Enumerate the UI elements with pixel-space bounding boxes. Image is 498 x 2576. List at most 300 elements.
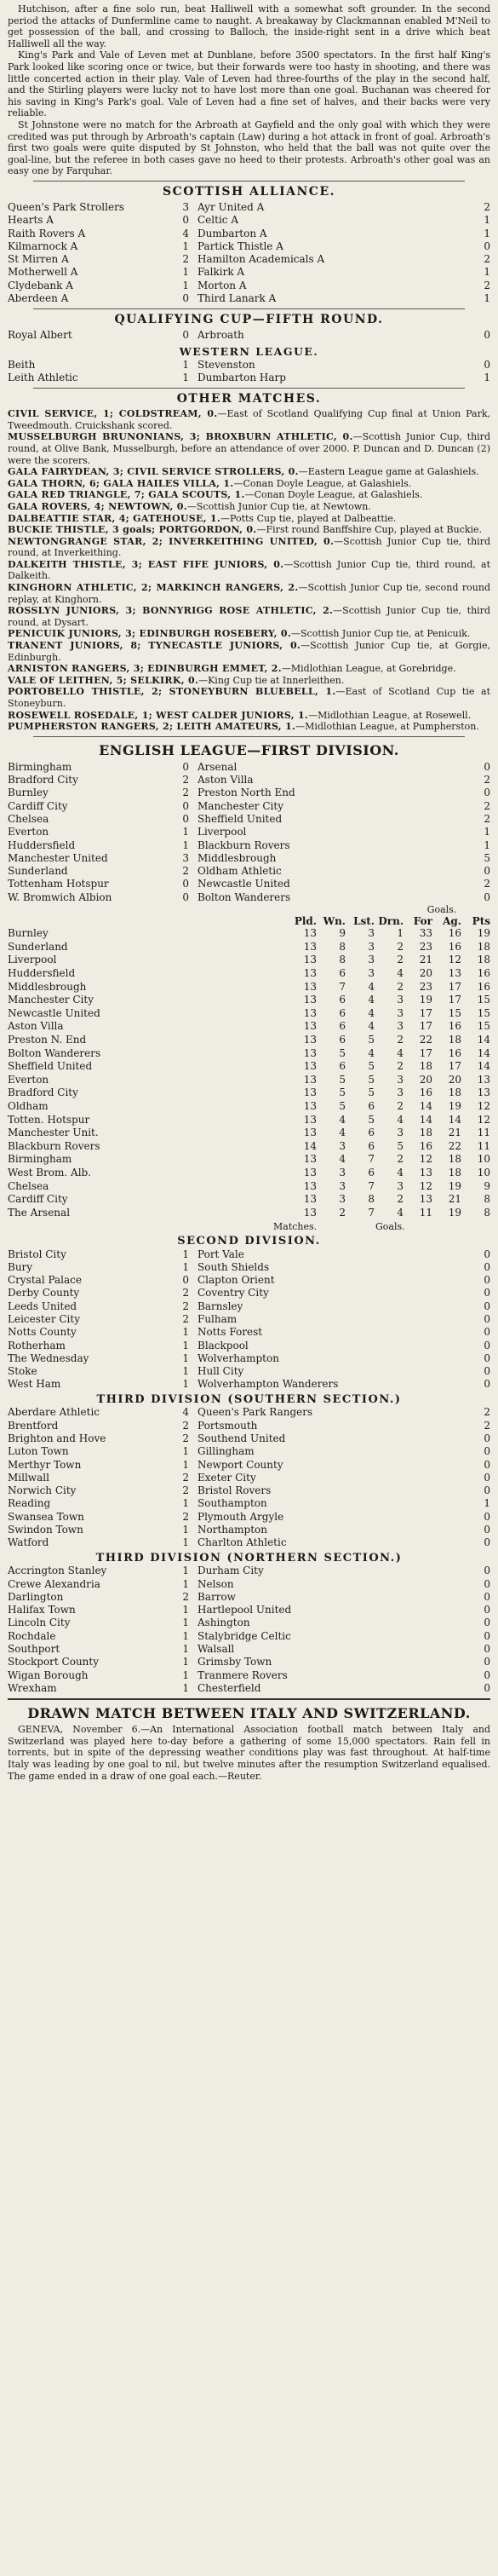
home-score: 1 [182, 1643, 189, 1655]
home-team: Bristol City [8, 1248, 66, 1260]
away-score: 1 [484, 214, 490, 227]
stat-cell: 10 [477, 1153, 490, 1166]
stat-cell: 3 [397, 1073, 404, 1086]
home-team: W. Bromwich Albion [8, 890, 112, 903]
home-score: 1 [182, 279, 189, 291]
intro-paragraph-2: King's Park and Vale of Leven met at Dunblane, before 3500 spectators. In the first half King's Park looked like scoring once or twice, but their forwards were too hasty in shooting, and there was little concerted action in their play. Vale of Leven had three-fourths of the play in the second half, and the Stirling players were lucky not to have lost more than one goal. Buchanan was cheered for his saving in King's Park's goal. Vale of Leven had a fine set of halves, and their backs were very reliable. [8, 49, 490, 119]
home-team: Derby County [8, 1287, 80, 1300]
away-score: 0 [484, 1378, 490, 1391]
intro-paragraph-1: Hutchison, after a fine solo run, beat Halliwell with a somewhat soft grounder. In the second period the attacks of Dunfermline came to naught. A breakaway by Clackmannan enabled M'Neil to get possession of the ball, and crossing to Balloch, the inside-right sent in a drive which beat Halliwell all the way. [8, 3, 490, 49]
result-row [8, 1406, 490, 1419]
home-score: 1 [182, 1577, 189, 1590]
match-report-text: —Midlothian League, at Rosewell. [308, 709, 472, 721]
away-score: 0 [484, 787, 490, 799]
result-row [8, 761, 490, 774]
stat-cell: 2 [397, 940, 404, 953]
result-row [8, 1326, 490, 1339]
away-team: Bolton Wanderers [197, 890, 291, 903]
home-score: 2 [182, 1419, 189, 1432]
stat-cell: 6 [339, 1006, 346, 1019]
match-report-text: —Scottish Junior Cup tie, third round, at Dalkeith. [8, 558, 490, 582]
home-team: Merthyr Town [8, 1458, 82, 1471]
match-report-text: —Conan Doyle League, at Galashiels. [233, 477, 412, 489]
stat-cell: 12 [448, 954, 461, 966]
table-row [8, 1007, 490, 1021]
away-team: Grimsby Town [197, 1656, 272, 1668]
team-name: Huddersfield [8, 967, 76, 980]
match-report-text: —East of Scotland Cup tie at Stoneyburn. [8, 686, 490, 710]
table-row [8, 1193, 490, 1207]
stat-cell: 18 [448, 1086, 461, 1099]
away-team: Manchester City [197, 799, 283, 812]
table-row [8, 1207, 490, 1220]
stat-cell: 18 [448, 1153, 461, 1166]
stat-cell: 16 [448, 927, 461, 940]
home-score: 0 [182, 329, 189, 342]
away-score: 0 [484, 239, 490, 252]
away-score: 2 [484, 878, 490, 890]
home-score: 2 [182, 1287, 189, 1300]
away-team: Aston Villa [197, 774, 254, 787]
stat-cell: 4 [397, 1206, 404, 1219]
stat-cell: 16 [448, 940, 461, 953]
match-report-headline: ROSSLYN JUNIORS, 3; BONNYRIGG ROSE ATHLETIC, 2. [8, 605, 334, 617]
stat-cell: 16 [477, 980, 490, 993]
stat-cell: 5 [368, 1113, 375, 1126]
away-team: Hull City [197, 1365, 244, 1378]
home-team: Notts County [8, 1326, 77, 1339]
column-header: Wn. [323, 914, 346, 927]
home-score: 0 [182, 291, 189, 304]
stat-cell: 3 [397, 1006, 404, 1019]
stat-cell: 13 [303, 1153, 317, 1166]
away-score: 0 [484, 1577, 490, 1590]
match-report-text: —Scottish Junior Cup tie, at Penicuik. [291, 628, 471, 640]
other-matches-list [8, 408, 490, 733]
result-row [8, 1484, 490, 1497]
stat-cell: 17 [448, 1060, 461, 1073]
home-score: 3 [182, 200, 189, 213]
stat-cell: 21 [448, 1193, 461, 1206]
match-report-text: —Eastern League game at Galashiels. [298, 466, 479, 478]
result-row [8, 1669, 490, 1682]
match-report-text: —Midlothian League, at Pumpherston. [295, 721, 479, 733]
stat-cell: 5 [339, 1073, 346, 1086]
southern-results [8, 1406, 490, 1549]
result-row [8, 228, 490, 240]
away-score: 0 [484, 1432, 490, 1444]
qualifying-results [8, 329, 490, 342]
stat-cell: 13 [303, 1099, 317, 1112]
stat-cell: 13 [303, 1034, 317, 1046]
stat-cell: 11 [419, 1206, 432, 1219]
away-team: Gillingham [197, 1445, 255, 1458]
stat-cell: 12 [477, 1099, 490, 1112]
match-report-headline: GALA THORN, 6; GALA HAILES VILLA, 1. [8, 477, 234, 489]
home-score: 0 [182, 890, 189, 903]
stat-cell: 6 [368, 1127, 375, 1139]
home-team: Royal Albert [8, 329, 72, 342]
stat-cell: 3 [368, 954, 375, 966]
away-team: Southend United [197, 1432, 286, 1444]
home-team: Raith Rovers A [8, 227, 86, 239]
away-score: 1 [484, 826, 490, 838]
home-team: Leith Athletic [8, 371, 78, 383]
away-team: Hartlepool United [197, 1604, 292, 1616]
team-name: Bolton Wanderers [8, 1046, 101, 1059]
stat-cell: 4 [397, 1046, 404, 1059]
away-score: 0 [484, 1458, 490, 1471]
home-score: 2 [182, 865, 189, 878]
away-team: Sheffield United [197, 812, 283, 825]
home-team: Stockport County [8, 1656, 100, 1668]
away-score: 2 [484, 812, 490, 825]
stat-cell: 3 [397, 1086, 404, 1099]
away-team: Barnsley [197, 1300, 243, 1312]
match-report [8, 640, 490, 663]
home-score: 2 [182, 1484, 189, 1497]
match-report-headline: DALKEITH THISTLE, 3; EAST FIFE JUNIORS, 0. [8, 558, 284, 570]
table-row [8, 954, 490, 967]
result-row [8, 1604, 490, 1616]
match-report-headline: TRANENT JUNIORS, 8; TYNECASTLE JUNIORS, 0. [8, 640, 301, 652]
result-row [8, 292, 490, 305]
match-report-headline: CIVIL SERVICE, 1; COLDSTREAM, 0. [8, 408, 218, 420]
stat-cell: 23 [419, 940, 432, 953]
team-name: The Arsenal [8, 1206, 71, 1219]
match-report-text: —Midlothian League, at Gorebridge. [281, 663, 456, 675]
stat-cell: 6 [339, 1034, 346, 1046]
team-name: Chelsea [8, 1179, 49, 1192]
match-report [8, 559, 490, 582]
home-score: 1 [182, 826, 189, 838]
result-row [8, 1365, 490, 1378]
home-team: Manchester United [8, 851, 108, 864]
stat-cell: 15 [477, 994, 490, 1006]
stat-cell: 22 [448, 1139, 461, 1152]
table-row [8, 1074, 490, 1087]
home-score: 2 [182, 787, 189, 799]
home-score: 1 [182, 1656, 189, 1668]
away-team: Ayr United A [197, 200, 265, 213]
team-name: Cardiff City [8, 1193, 68, 1206]
home-score: 2 [182, 253, 189, 266]
away-score: 0 [484, 1565, 490, 1577]
home-score: 1 [182, 1629, 189, 1642]
stat-cell: 3 [368, 927, 375, 940]
away-score: 1 [484, 266, 490, 279]
team-name: West Brom. Alb. [8, 1166, 92, 1179]
stat-cell: 2 [397, 1193, 404, 1206]
result-row [8, 1432, 490, 1445]
italy-heading: DRAWN MATCH BETWEEN ITALY AND SWITZERLAND. [27, 1705, 471, 1722]
home-team: The Wednesday [8, 1351, 89, 1364]
home-team: Beith [8, 358, 36, 371]
away-team: Dumbarton Harp [197, 371, 286, 383]
stat-cell: 23 [419, 980, 432, 993]
divider [33, 181, 465, 182]
away-team: Southampton [197, 1497, 267, 1510]
team-name: Blackburn Rovers [8, 1139, 100, 1152]
home-score: 1 [182, 1248, 189, 1260]
result-row [8, 359, 490, 372]
away-team: Arsenal [197, 760, 238, 773]
result-row [8, 1656, 490, 1668]
match-report [8, 478, 490, 490]
match-report [8, 431, 490, 466]
match-report-text: —Scottish Junior Cup tie, third round, at Dysart. [8, 605, 490, 628]
home-team: Accrington Stanley [8, 1565, 107, 1577]
table-row [8, 1100, 490, 1114]
stat-cell: 13 [303, 980, 317, 993]
match-report-text: —East of Scotland Qualifying Cup final at Union Park, Tweedmouth. Cruickshank scored. [8, 408, 490, 431]
away-score: 2 [484, 799, 490, 812]
away-score: 0 [484, 760, 490, 773]
divider [33, 308, 465, 309]
home-team: Clydebank A [8, 279, 73, 291]
stat-cell: 21 [419, 954, 432, 966]
home-team: Swansea Town [8, 1510, 84, 1523]
result-row [8, 1445, 490, 1458]
divider [33, 736, 465, 737]
league-table [8, 916, 490, 1220]
match-report-headline: DALBEATTIE STAR, 4; GATEHOUSE, 1. [8, 512, 221, 524]
away-score: 0 [484, 890, 490, 903]
stat-cell: 8 [484, 1206, 490, 1219]
stat-cell: 12 [477, 1113, 490, 1126]
second-division-heading: SECOND DIVISION. [177, 1234, 321, 1248]
result-row [8, 1524, 490, 1536]
stat-cell: 7 [339, 980, 346, 993]
goals-header [8, 904, 490, 916]
away-score: 1 [484, 371, 490, 383]
home-score: 1 [182, 371, 189, 383]
stat-cell: 17 [448, 994, 461, 1006]
stat-cell: 3 [368, 967, 375, 980]
team-name: Totten. Hotspur [8, 1113, 90, 1126]
stat-cell: 10 [477, 1166, 490, 1179]
away-score: 1 [484, 227, 490, 239]
home-team: Chelsea [8, 812, 49, 825]
stat-cell: 16 [477, 967, 490, 980]
stat-cell: 5 [368, 1034, 375, 1046]
stat-cell: 6 [368, 1139, 375, 1152]
home-team: Cardiff City [8, 799, 68, 812]
team-name: Sunderland [8, 940, 68, 953]
home-score: 1 [182, 1681, 189, 1694]
away-score: 0 [484, 1536, 490, 1549]
away-team: Charlton Athletic [197, 1536, 287, 1549]
stat-cell: 3 [339, 1193, 346, 1206]
stat-cell: 14 [419, 1113, 432, 1126]
home-team: Aberdare Athletic [8, 1406, 100, 1419]
team-name: Liverpool [8, 954, 57, 966]
result-row [8, 1578, 490, 1591]
away-score: 0 [484, 1312, 490, 1325]
match-report [8, 536, 490, 559]
away-team: Ashington [197, 1616, 250, 1629]
table-row [8, 967, 490, 981]
away-team: Stevenston [197, 358, 255, 371]
away-team: Coventry City [197, 1287, 269, 1300]
home-score: 2 [182, 1432, 189, 1444]
column-header: Pts [472, 914, 490, 927]
result-row [8, 201, 490, 214]
result-row [8, 214, 490, 227]
stat-cell: 12 [419, 1179, 432, 1192]
stat-cell: 3 [339, 1139, 346, 1152]
home-team: Millwall [8, 1471, 49, 1484]
stat-cell: 6 [368, 1166, 375, 1179]
away-score: 0 [484, 1445, 490, 1458]
home-team: Leeds United [8, 1300, 77, 1312]
match-report-headline: PUMPHERSTON RANGERS, 2; LEITH AMATEURS, 1. [8, 721, 296, 733]
away-score: 0 [484, 1668, 490, 1681]
stat-cell: 15 [477, 1020, 490, 1033]
stat-cell: 14 [477, 1060, 490, 1073]
match-report [8, 628, 490, 640]
away-team: Celtic A [197, 214, 238, 227]
away-score: 0 [484, 1681, 490, 1694]
home-score: 1 [182, 1604, 189, 1616]
away-team: Third Lanark A [197, 291, 277, 304]
away-score: 0 [484, 329, 490, 342]
home-score: 0 [182, 760, 189, 773]
match-report-headline: ARNISTON RANGERS, 3; EDINBURGH EMMET, 2. [8, 663, 282, 675]
away-team: Wolverhampton [197, 1351, 279, 1364]
stat-cell: 9 [484, 1179, 490, 1192]
stat-cell: 20 [448, 1073, 461, 1086]
home-score: 2 [182, 1300, 189, 1312]
southern-heading: THIRD DIVISION (SOUTHERN SECTION.) [96, 1392, 402, 1406]
away-score: 0 [484, 1300, 490, 1312]
match-report-text: —Scottish Junior Cup tie, at Gorgie, Edinburgh. [8, 640, 490, 663]
team-column-header [8, 916, 288, 928]
away-score: 0 [484, 1590, 490, 1603]
stat-cell: 17 [419, 1006, 432, 1019]
team-name: Bradford City [8, 1086, 78, 1099]
result-row [8, 1616, 490, 1629]
away-team: Stalybridge Celtic [197, 1629, 291, 1642]
stat-cell: 14 [477, 1046, 490, 1059]
stat-cell: 5 [339, 1046, 346, 1059]
home-score: 1 [182, 838, 189, 851]
match-report [8, 466, 490, 478]
result-row [8, 1565, 490, 1577]
stat-cell: 15 [448, 1006, 461, 1019]
stat-cell: 14 [419, 1099, 432, 1112]
away-team: Nelson [197, 1577, 234, 1590]
stat-cell: 13 [303, 1006, 317, 1019]
away-team: Fulham [197, 1312, 238, 1325]
stat-cell: 19 [419, 994, 432, 1006]
home-team: Crystal Palace [8, 1274, 82, 1287]
result-row [8, 1261, 490, 1274]
home-score: 1 [182, 1260, 189, 1273]
result-row [8, 1682, 490, 1695]
stat-cell: 2 [339, 1206, 346, 1219]
match-report-text: —Conan Doyle League, at Galashiels. [244, 489, 423, 501]
result-row [8, 253, 490, 266]
stat-cell: 13 [303, 1166, 317, 1179]
stat-cell: 13 [419, 1166, 432, 1179]
stat-cell: 13 [303, 1020, 317, 1033]
stat-cell: 21 [448, 1127, 461, 1139]
stat-cell: 4 [339, 1127, 346, 1139]
stat-cell: 13 [303, 967, 317, 980]
match-report [8, 710, 490, 722]
table-row [8, 1180, 490, 1194]
away-team: Newcastle United [197, 878, 290, 890]
stat-cell: 5 [339, 1086, 346, 1099]
result-row [8, 1472, 490, 1484]
stat-cell: 2 [397, 980, 404, 993]
stat-cell: 18 [477, 940, 490, 953]
table-row [8, 1034, 490, 1047]
stat-cell: 5 [397, 1139, 404, 1152]
away-team: South Shields [197, 1260, 270, 1273]
stat-cell: 17 [419, 1046, 432, 1059]
home-score: 2 [182, 1471, 189, 1484]
home-team: Bradford City [8, 774, 78, 787]
stat-cell: 4 [339, 1113, 346, 1126]
home-team: West Ham [8, 1378, 61, 1391]
away-team: Plymouth Argyle [197, 1510, 284, 1523]
result-row [8, 279, 490, 292]
result-row [8, 1420, 490, 1432]
column-header: Drn. [378, 914, 404, 927]
qualifying-heading: QUALIFYING CUP—FIFTH ROUND. [114, 313, 384, 327]
divider [33, 388, 465, 389]
stat-cell: 16 [448, 1046, 461, 1059]
match-report [8, 675, 490, 687]
home-score: 1 [182, 266, 189, 279]
stat-cell: 14 [303, 1139, 317, 1152]
away-team: Bristol Rovers [197, 1484, 272, 1497]
match-report-headline: KINGHORN ATHLETIC, 2; MARKINCH RANGERS, 2. [8, 582, 299, 594]
away-team: Newport County [197, 1458, 283, 1471]
result-row [8, 826, 490, 838]
home-score: 0 [182, 799, 189, 812]
intro-paragraph-3: St Johnstone were no match for the Arbroath at Gayfield and the only goal with which they were credited was put through by Arbroath's captain (Law) during a hot attack in front of goal. Arbroath's first two goals were quite disputed by St Johnston, who held that the ball was not quite over the goal-line, but the referee in both cases gave no heed to their protests. Arbroath's other goal was an easy one by Farquhar. [8, 118, 490, 177]
match-report-text: —Potts Cup tie, played at Dalbeattie. [220, 512, 397, 524]
match-report-headline: PORTOBELLO THISTLE, 2; STONEYBURN BLUEBELL, 1. [8, 686, 336, 698]
stat-cell: 4 [368, 1006, 375, 1019]
match-report-text: —Scottish Junior Cup tie, at Newtown. [186, 500, 371, 512]
home-score: 1 [182, 239, 189, 252]
result-row [8, 1378, 490, 1391]
alliance-heading: SCOTTISH ALLIANCE. [163, 184, 335, 199]
italy-report: GENEVA, November 6.—An International Association football match between Italy and Switzerland was played here to-day before a gathering of some 15,000 spectators. Rain fell in torrents, but in spite of the depressing weather conditions play was fast throughout. At half-time Italy was leading by one goal to nil, but twelve minutes after the resumption Switzerland equalised. The game ended in a draw of one goal each.—Reuter. [8, 1724, 490, 1782]
away-score: 1 [484, 838, 490, 851]
stat-cell: 13 [303, 1086, 317, 1099]
match-report [8, 524, 490, 536]
league-table-body [8, 927, 490, 1219]
result-row [8, 1591, 490, 1604]
stat-cell: 3 [397, 1020, 404, 1033]
column-header: Ag. [443, 914, 461, 927]
match-report [8, 721, 490, 733]
away-score: 0 [484, 865, 490, 878]
home-score: 3 [182, 851, 189, 864]
home-team: Reading [8, 1497, 51, 1510]
result-row [8, 774, 490, 787]
result-row [8, 1511, 490, 1524]
home-score: 2 [182, 774, 189, 787]
home-score: 1 [182, 1326, 189, 1339]
stat-cell: 7 [368, 1179, 375, 1192]
stat-cell: 13 [303, 940, 317, 953]
